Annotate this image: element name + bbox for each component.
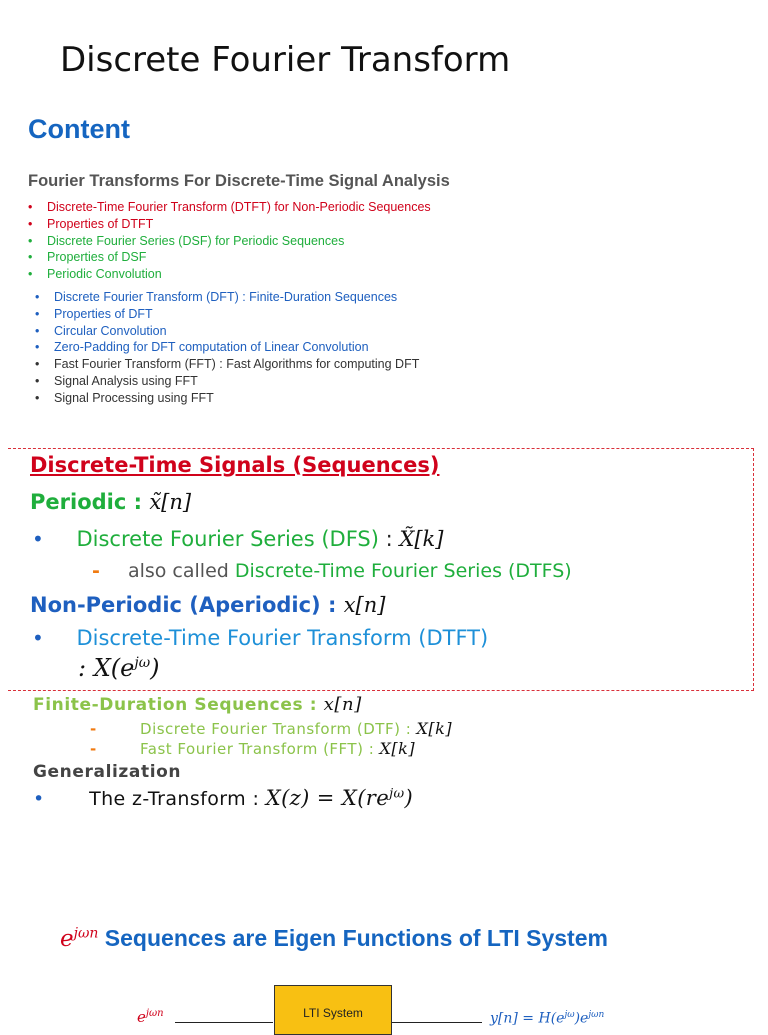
dtft-line xyxy=(32,626,488,650)
dash-bullet-icon: - xyxy=(92,560,100,582)
input-signal: $e^{j\omega n}$ xyxy=(137,1008,164,1026)
toc-list-fourier xyxy=(47,199,431,283)
dfs-math: X̃[k] xyxy=(399,527,444,551)
toc-item: • Discrete Fourier Series (DSF) for Periodic Sequences xyxy=(47,233,431,250)
dtft-math: : $X(e^{j\omega})$ xyxy=(78,654,160,682)
ztransform-line: • The z-Transform : $X(z) = X(re^{j\omega})$ xyxy=(33,786,414,810)
eigen-heading: $e^{j\omega n}$ Sequences are Eigen Functions of LTI System xyxy=(60,925,608,952)
periodic-label: Periodic : x̃[n] xyxy=(30,490,192,514)
lti-system-box xyxy=(274,985,392,1035)
content-heading: Content xyxy=(28,114,130,144)
dtfs-text: Discrete-Time Fourier Series (DTFS) xyxy=(234,560,572,582)
output-arrow xyxy=(392,1022,482,1023)
dtf-line: - Discrete Fourier Transform (DTF) : X[k] xyxy=(90,719,453,738)
fft-line: - Fast Fourier Transform (FFT) : X[k] xyxy=(90,739,416,758)
dtfs-line: - also called Discrete-Time Fourier Series (DTFS) xyxy=(92,560,572,582)
dash-bullet-icon: - xyxy=(90,740,97,758)
nonperiodic-math: x[n] xyxy=(343,593,386,617)
output-signal: $y[n] = H(e^{j\omega})e^{j\omega n}$ xyxy=(490,1010,605,1027)
toc-item: • Properties of DFT xyxy=(54,306,419,323)
toc-item: • Properties of DSF xyxy=(47,249,431,266)
toc-item: • Discrete Fourier Transform (DFT) : Finite-Duration Sequences xyxy=(54,289,419,306)
dfs-text: Discrete Fourier Series (DFS) xyxy=(76,527,379,551)
toc-item: • Signal Analysis using FFT xyxy=(54,373,419,390)
toc-subheading: Fourier Transforms For Discrete-Time Signal Analysis xyxy=(28,172,450,190)
toc-item: • Discrete-Time Fourier Transform (DTFT) for Non-Periodic Sequences xyxy=(47,199,431,216)
nonperiodic-label: Non-Periodic (Aperiodic) : x[n] xyxy=(30,593,386,617)
finite-label: Finite-Duration Sequences : x[n] xyxy=(33,694,362,715)
toc-item: • Signal Processing using FFT xyxy=(54,390,419,407)
bullet-icon: • xyxy=(32,626,44,650)
dash-bullet-icon: - xyxy=(90,720,97,738)
bullet-icon: • xyxy=(33,788,45,810)
page-title: Discrete Fourier Transform xyxy=(60,40,511,80)
dfs-line: • Discrete Fourier Series (DFS) : X̃[k] xyxy=(32,527,444,551)
bullet-icon: • xyxy=(32,527,44,551)
input-arrow xyxy=(175,1022,273,1023)
generalization-label: Generalization xyxy=(33,762,182,782)
signals-heading: Discrete-Time Signals (Sequences) xyxy=(30,453,440,477)
toc-item: • Properties of DTFT xyxy=(47,216,431,233)
lti-system-label: LTI System xyxy=(303,1006,363,1020)
dtft-text: Discrete-Time Fourier Transform (DTFT) xyxy=(76,626,489,650)
periodic-math: x̃[n] xyxy=(149,490,192,514)
toc-item: • Circular Convolution xyxy=(54,323,419,340)
toc-item: • Zero-Padding for DFT computation of Linear Convolution xyxy=(54,339,419,356)
toc-item: • Fast Fourier Transform (FFT) : Fast Algorithms for computing DFT xyxy=(54,356,419,373)
toc-item: • Periodic Convolution xyxy=(47,266,431,283)
toc-list-dft xyxy=(54,289,419,407)
